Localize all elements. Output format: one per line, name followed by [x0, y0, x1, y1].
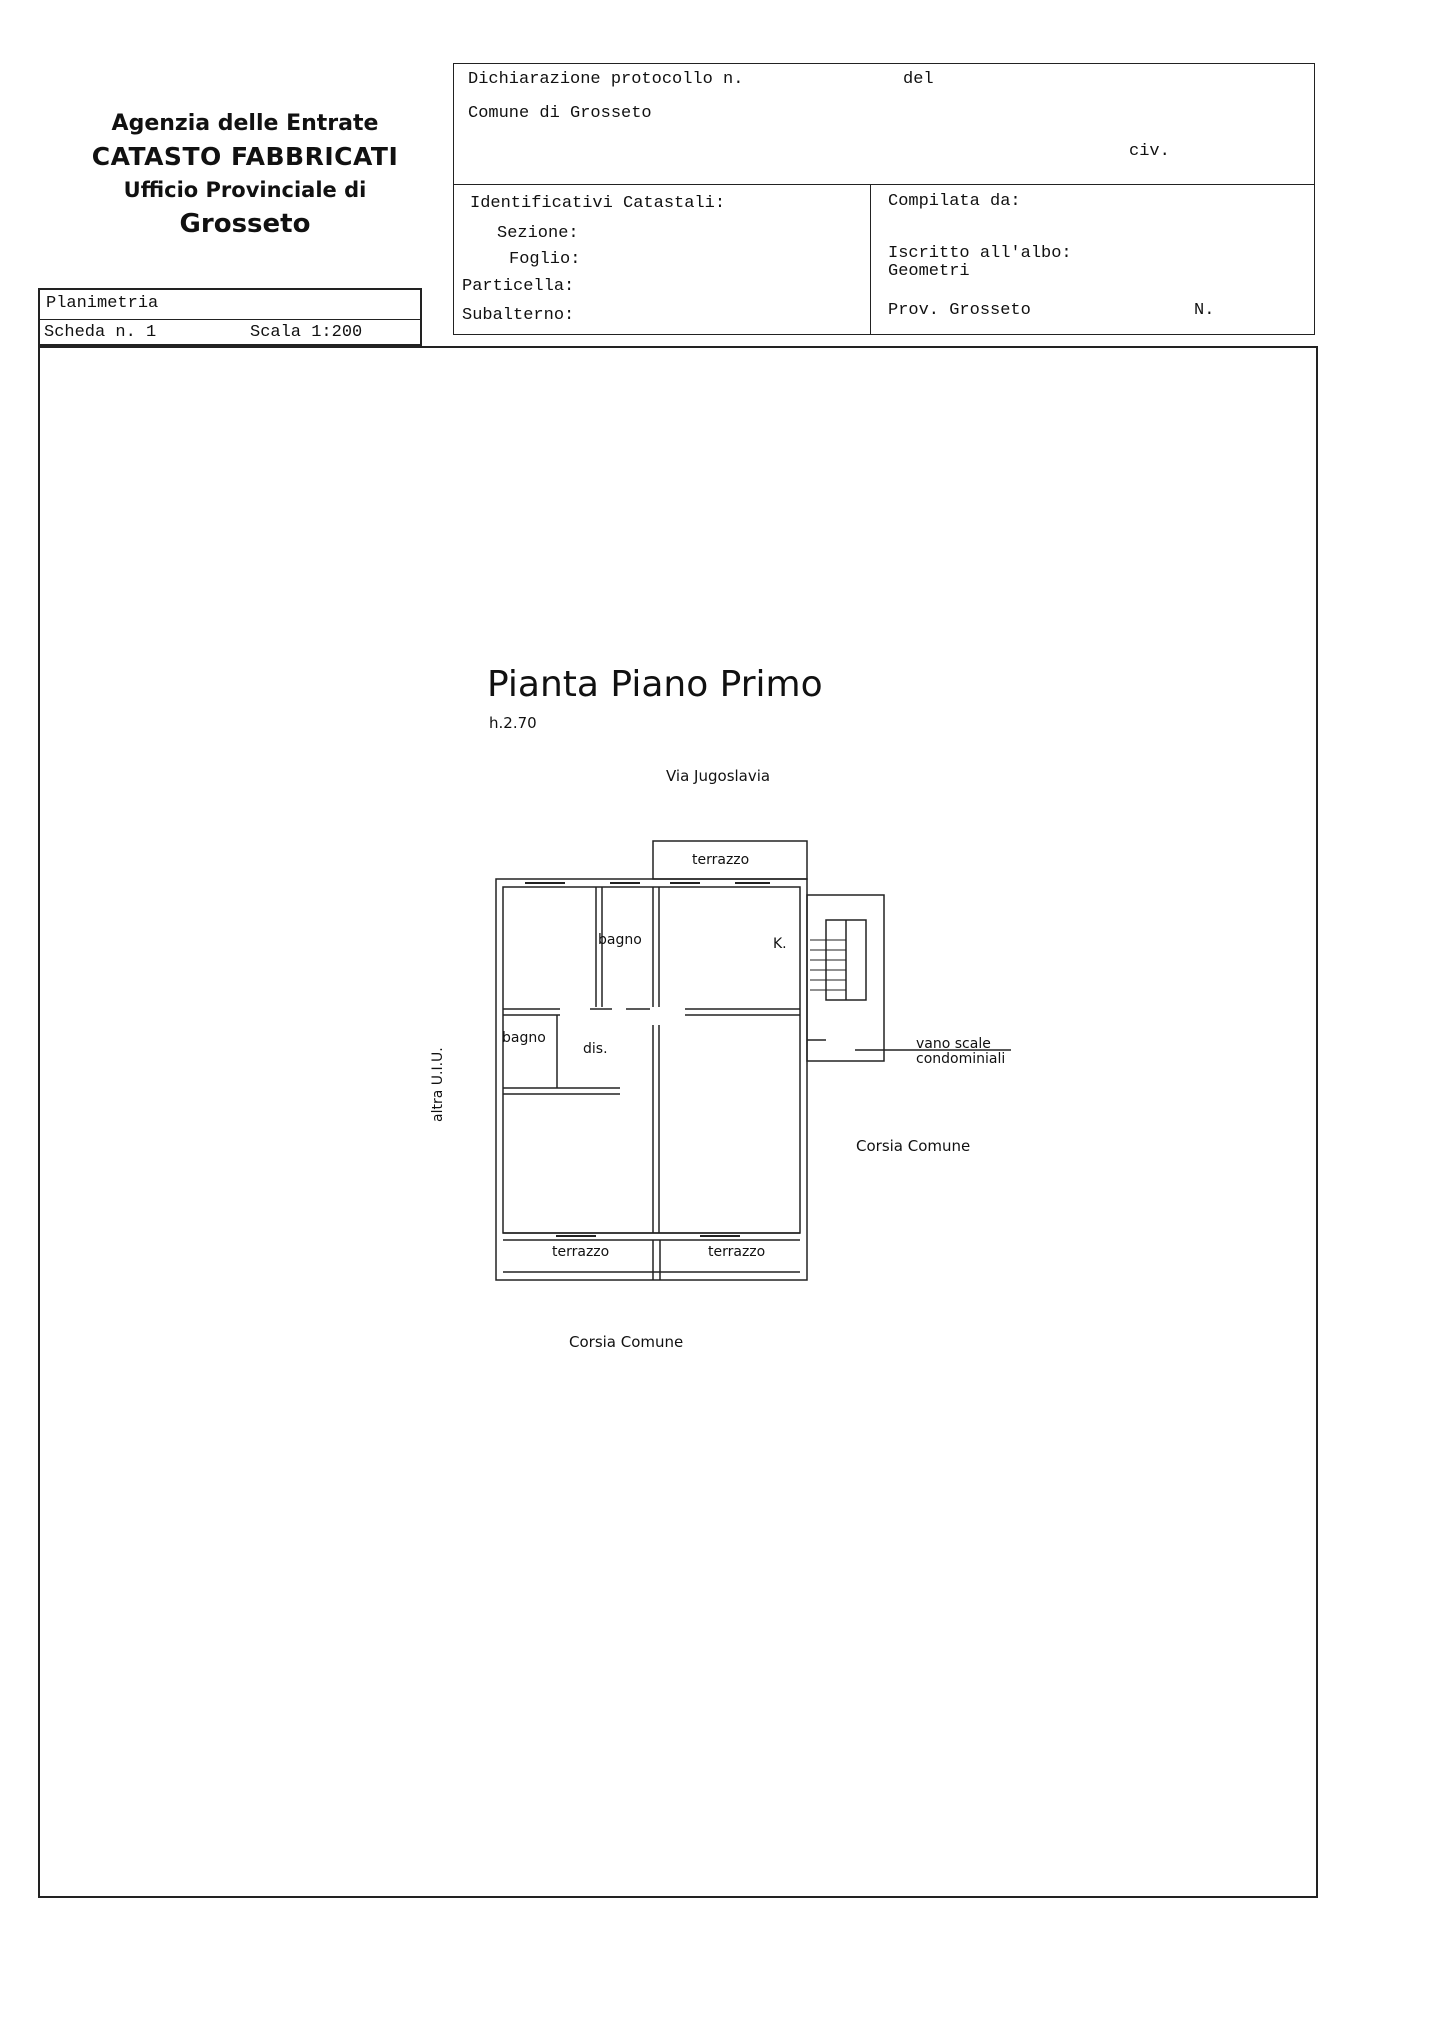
bagno-small-label: bagno	[502, 1030, 546, 1046]
identificativi-label: Identificativi Catastali:	[470, 194, 726, 213]
comune-label: Comune di Grosseto	[468, 104, 652, 123]
terrace-right-label: terrazzo	[708, 1244, 766, 1260]
inner-wall	[503, 887, 800, 1233]
outer-wall	[496, 879, 807, 1280]
terrace-left-label: terrazzo	[552, 1244, 610, 1260]
corsia-comune-right: Corsia Comune	[856, 1137, 971, 1155]
del-label: del	[903, 70, 934, 89]
corsia-comune-bottom: Corsia Comune	[569, 1333, 684, 1351]
planimetria-title: Planimetria	[46, 294, 159, 313]
disimpegno-label: dis.	[583, 1041, 608, 1057]
sezione-label: Sezione:	[497, 224, 579, 243]
agency-name: Agenzia delle Entrate	[111, 111, 379, 136]
catasto-title: CATASTO FABBRICATI	[91, 142, 399, 171]
scheda-number: Scheda n. 1	[44, 323, 157, 342]
iscritto-label: Iscritto all'albo:	[888, 244, 1072, 263]
subalterno-label: Subalterno:	[462, 306, 575, 325]
vano-scale-label: vano scale	[916, 1036, 991, 1052]
ufficio-label: Ufficio Provinciale di	[123, 178, 367, 202]
city-name: Grosseto	[179, 209, 311, 239]
civ-label: civ.	[1129, 142, 1170, 161]
compilata-label: Compilata da:	[888, 192, 1021, 211]
dichiarazione-label: Dichiarazione protocollo n.	[468, 70, 744, 89]
scala-value: Scala 1:200	[250, 323, 363, 342]
street-label: Via Jugoslavia	[666, 767, 771, 785]
kitchen-label: K.	[773, 936, 787, 952]
stair-treads	[810, 940, 846, 990]
window-markers	[525, 883, 770, 1236]
top-terrace-label: terrazzo	[692, 852, 750, 868]
plan-height: h.2.70	[489, 714, 537, 732]
provincia-label: Prov. Grosseto	[888, 301, 1031, 320]
particella-label: Particella:	[462, 277, 575, 296]
plan-title: Pianta Piano Primo	[487, 664, 823, 705]
altra-uiu-label: altra U.I.U.	[430, 1047, 446, 1122]
albo-value: Geometri	[888, 262, 970, 281]
condominiali-label: condominiali	[916, 1051, 1006, 1067]
bagno-label: bagno	[598, 932, 642, 948]
numero-label: N.	[1194, 301, 1215, 320]
foglio-label: Foglio:	[509, 250, 581, 269]
